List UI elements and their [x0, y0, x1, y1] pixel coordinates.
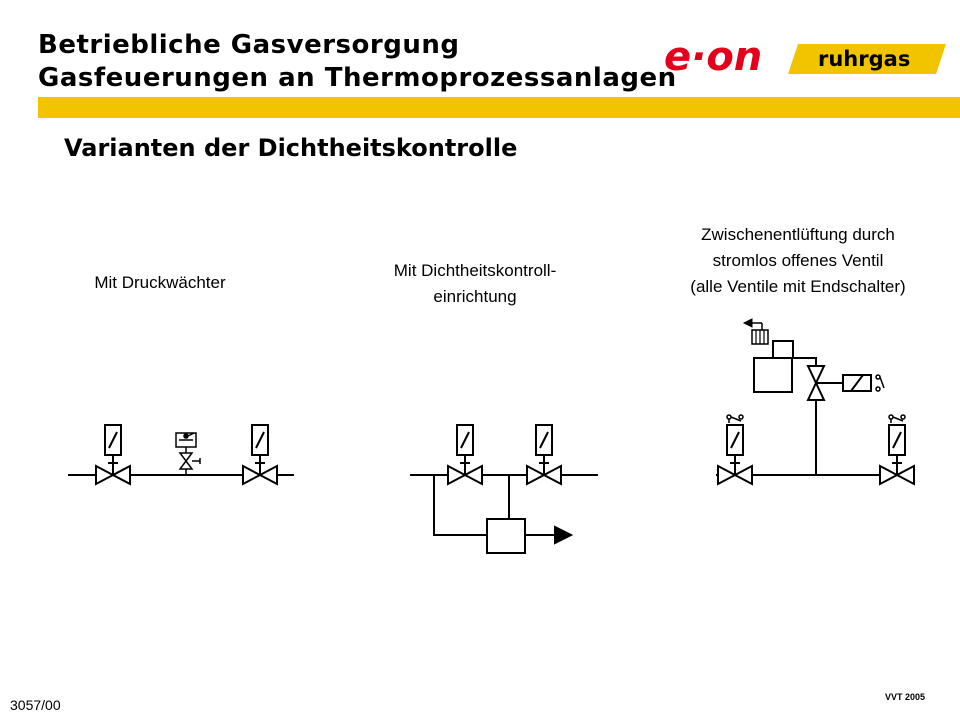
v3-vent-actuator: [744, 319, 792, 392]
v2-valve-right: [527, 425, 561, 484]
v1-pressure-switch: [176, 433, 200, 475]
variant-3-caption-line-1: Zwischenentlüftung durch: [701, 225, 895, 244]
variant-1-diagram: [68, 425, 294, 484]
ruhrgas-logo-text: ruhrgas: [818, 47, 911, 71]
variant-3-caption-line-2: stromlos offenes Ventil: [712, 251, 884, 270]
section-subtitle: Varianten der Dichtheitskontrolle: [64, 134, 518, 162]
variant-3-diagram: [716, 319, 914, 484]
footer-code: 3057/00: [10, 697, 61, 713]
v3-valve-left: [718, 415, 752, 484]
eon-logo-text: e·on: [664, 36, 763, 78]
v1-valve-left: [96, 425, 130, 484]
variant-2-caption-line-2: einrichtung: [433, 287, 517, 306]
v2-test-device: [487, 519, 525, 553]
variant-2-caption-line-1: Mit Dichtheitskontroll-: [393, 261, 557, 280]
footer-vvt: VVT 2005: [885, 692, 926, 702]
v2-test-line-in: [434, 475, 487, 535]
v2-valve-left: [448, 425, 482, 484]
page-title-line-2: Gasfeuerungen an Thermoprozessanlagen: [38, 63, 677, 93]
page-title-line-1: Betriebliche Gasversorgung: [38, 30, 460, 60]
v1-valve-right: [243, 425, 277, 484]
variant-3-caption-line-3: (alle Ventile mit Endschalter): [690, 277, 906, 296]
variant-1-caption-line-1: Mit Druckwächter: [94, 273, 226, 292]
v3-valve-right: [880, 415, 914, 484]
variant-2-diagram: [410, 425, 598, 553]
v2-arrow-icon: [555, 527, 571, 543]
